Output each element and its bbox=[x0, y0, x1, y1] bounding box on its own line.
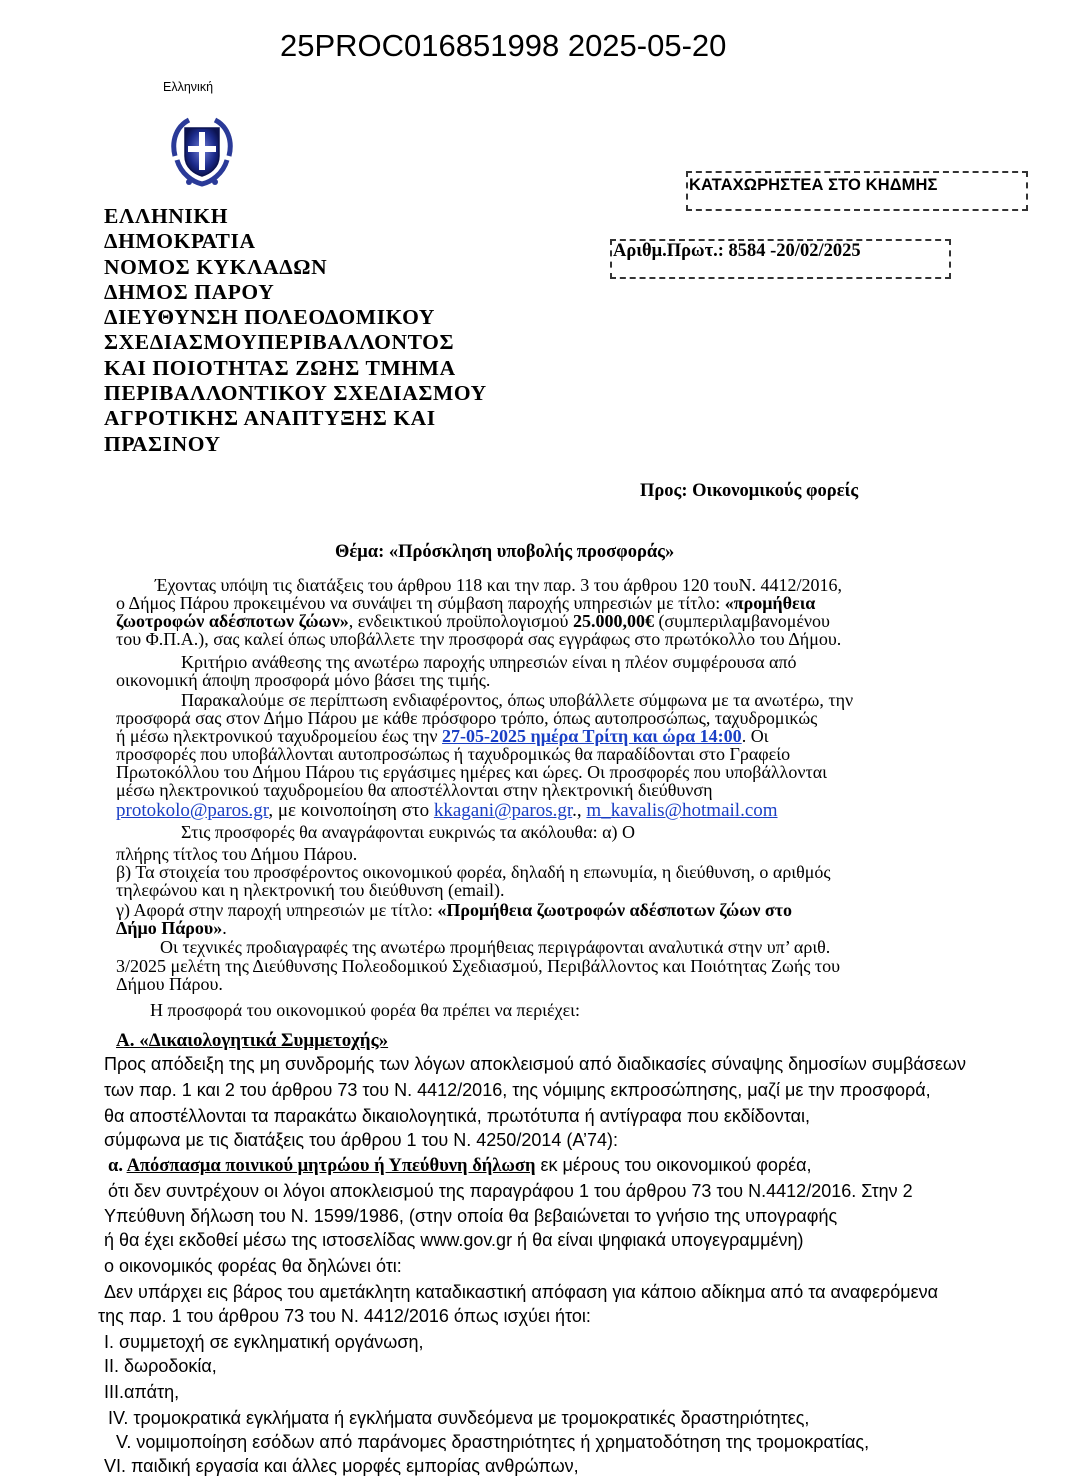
body-text: (συμπεριλαμβανομένου bbox=[653, 611, 830, 631]
budget-amount: 25.000,00€ bbox=[572, 611, 654, 631]
issuing-authority bbox=[104, 204, 487, 457]
service-title: «Προμήθεια ζωοτροφών αδέσποτων ζώων στο bbox=[437, 900, 792, 920]
service-title: ζωοτροφών αδέσποτων ζώων» bbox=[116, 611, 349, 631]
authority-line: ΑΓΡΟΤΙΚΗΣ ΑΝΑΠΤΥΞΗΣ ΚΑΙ bbox=[104, 406, 436, 431]
authority-line: ΠΡΑΣΙΝΟΥ bbox=[104, 431, 221, 456]
section-a-heading: Α. «Δικαιολογητικά Συμμετοχής» bbox=[116, 1030, 389, 1051]
body-line: τηλεφώνου και η ηλεκτρονική του διεύθυνση (email). bbox=[116, 880, 505, 900]
deadline-date: 27-05-2025 ημέρα Τρίτη και ώρα 14:00 bbox=[442, 726, 742, 746]
body-line bbox=[116, 800, 778, 822]
authority-line: ΔΗΜΟΚΡΑΤΙΑ bbox=[104, 229, 256, 254]
body-line: Υπεύθυνη δήλωση του Ν. 1599/1986, (στην οποία θα βεβαιώνεται το γνήσιο της υπογραφής bbox=[104, 1206, 838, 1226]
body-line: ο οικονομικός φορέας θα δηλώνει ότι: bbox=[104, 1256, 402, 1276]
body-line: Στις προσφορές θα αναγράφονται ευκρινώς τα ακόλουθα: α) Ο bbox=[181, 822, 636, 842]
body-line: Οι τεχνικές προδιαγραφές της ανωτέρω προμήθειας περιγράφονται αναλυτικά στην υπ’ αριθ. bbox=[160, 937, 831, 957]
body-line: Προς απόδειξη της μη συνδρομής των λόγων αποκλεισμού από διαδικασίες σύναψης δημοσίων συμβάσεων bbox=[104, 1054, 966, 1074]
body-line: της παρ. 1 του άρθρου 73 του Ν. 4412/2016 όπως ισχύει ήτοι: bbox=[98, 1306, 591, 1326]
recipient-line: Προς: Οικονομικούς φορείς bbox=[640, 481, 859, 501]
body-text: . Οι bbox=[741, 726, 769, 746]
register-box-text: ΚΑΤΑΧΩΡΗΣΤΕΑ ΣΤΟ ΚΗΔΜΗΣ bbox=[689, 176, 938, 194]
body-line: Δεν υπάρχει εις βάρος του αμετάκλητη καταδικαστική απόφαση για κάποιο αδίκημα από τα αναφερόμενα bbox=[104, 1282, 939, 1302]
list-item: VΙ. παιδική εργασία και άλλες μορφές εμπορίας ανθρώπων, bbox=[104, 1456, 579, 1476]
body-text: . bbox=[222, 918, 227, 938]
list-item: ΙV. τρομοκρατικά εγκλήματα ή εγκλήματα συνδεόμενα με τρομοκρατικές δραστηριότητες, bbox=[108, 1408, 810, 1428]
body-text: , με κοινοποίηση στο bbox=[268, 800, 434, 821]
body-line bbox=[108, 1155, 812, 1177]
body-line: ή θα έχει εκδοθεί μέσω της ιστοσελίδας www.gov.gr ή θα είναι ψηφιακά υπογεγραμμένη) bbox=[104, 1230, 804, 1250]
authority-line: ΠΕΡΙΒΑΛΛΟΝΤΙΚΟΥ ΣΧΕΔΙΑΣΜΟΥ bbox=[104, 381, 487, 406]
document-id: 25PROC016851998 2025-05-20 bbox=[280, 28, 727, 63]
list-item: ΙΙ. δωροδοκία, bbox=[104, 1356, 217, 1376]
body-line bbox=[116, 918, 227, 939]
authority-line: ΚΑΙ ΠΟΙΟΤΗΤΑΣ ΖΩΗΣ ΤΜΗΜΑ bbox=[104, 355, 456, 380]
authority-line: ΔΙΕΥΘΥΝΣΗ ΠΟΛΕΟΔΟΜΙΚΟΥ bbox=[104, 305, 435, 330]
service-title: Δήμο Πάρου» bbox=[116, 918, 223, 938]
list-item: ΙΙΙ.απάτη, bbox=[104, 1382, 180, 1402]
list-item: Ι. συμμετοχή σε εγκληματική οργάνωση, bbox=[104, 1332, 424, 1352]
body-line: β) Τα στοιχεία του προσφέροντος οικονομικού φορέα, δηλαδή η επωνυμία, η διεύθυνση, ο αριθμός bbox=[116, 862, 831, 882]
kavalis-email-link[interactable]: m_kavalis@hotmail.com bbox=[586, 800, 778, 821]
body-line: πλήρης τίτλος του Δήμου Πάρου. bbox=[116, 844, 358, 864]
body-line: οικονομική άποψη προσφορά μόνο βάσει της τιμής. bbox=[116, 670, 491, 690]
body-line: του Φ.Π.Α.), σας καλεί όπως υποβάλλετε την προσφορά σας εγγράφως στο πρωτόκολλο του Δήμου. bbox=[116, 629, 842, 649]
body-line: μέσω ηλεκτρονικού ταχυδρομείου θα αποστέλλονται στην ηλεκτρονική διεύθυνση bbox=[116, 780, 713, 800]
authority-line: ΣΧΕΔΙΑΣΜΟΥΠΕΡΙΒΑΛΛΟΝΤΟΣ bbox=[104, 330, 455, 355]
list-item: V. νομιμοποίηση εσόδων από παράνομες δραστηριότητες ή χρηματοδότηση της τρομοκρατίας, bbox=[116, 1432, 870, 1452]
body-line: ότι δεν συντρέχουν οι λόγοι αποκλεισμού της παραγράφου 1 του άρθρου 73 του Ν.4412/2016. Στην 2 bbox=[108, 1181, 913, 1201]
kkagani-email-link[interactable]: kkagani@paros.gr bbox=[433, 800, 573, 821]
protocol-number-box bbox=[610, 239, 951, 279]
body-line: Δήμου Πάρου. bbox=[116, 974, 223, 994]
body-text: ο Δήμος Πάρου προκειμένου να συνάψει τη σύμβαση παροχής υπηρεσιών με τίτλο: bbox=[116, 593, 725, 613]
body-text: , ενδεικτικού προϋπολογισμού bbox=[348, 611, 573, 631]
authority-line: ΔΗΜΟΣ ΠΑΡΟΥ bbox=[104, 279, 275, 304]
item-label: α. bbox=[108, 1156, 127, 1176]
protocol-email-link[interactable]: protokolo@paros.gr bbox=[116, 800, 269, 821]
body-line: των παρ. 1 και 2 του άρθρου 73 του Ν. 4412/2016, της νόμιμης εκπροσώπησης, μαζί με την προσφορά, bbox=[104, 1080, 931, 1100]
subject-line: Θέμα: «Πρόσκληση υποβολής προσφοράς» bbox=[335, 542, 675, 562]
body-line: Κριτήριο ανάθεσης της ανωτέρω παροχής υπηρεσιών είναι η πλέον συμφέρουσα από bbox=[181, 652, 797, 672]
register-box bbox=[686, 171, 1028, 211]
authority-line: ΝΟΜΟΣ ΚΥΚΛΑΔΩΝ bbox=[104, 254, 328, 279]
body-line: Παρακαλούμε σε περίπτωση ενδιαφέροντος, όπως υποβάλλετε σύμφωνα με τα ανωτέρω, την bbox=[181, 690, 854, 710]
body-line: Έχοντας υπόψη τις διατάξεις του άρθρου 118 και την παρ. 3 του άρθρου 120 τουΝ. 4412/2016, bbox=[155, 575, 842, 595]
body-text: γ) Αφορά στην παροχή υπηρεσιών με τίτλο: bbox=[116, 900, 438, 920]
criminal-record-title: Απόσπασμα ποινικού μητρώου ή Υπεύθυνη δήλωση bbox=[126, 1156, 536, 1176]
body-line: Πρωτοκόλλου του Δήμου Πάρου τις εργάσιμες ημέρες και ώρες. Οι προσφορές που υποβάλλονται bbox=[116, 762, 827, 782]
body-line: σύμφωνα με τις διατάξεις του άρθρου 1 του Ν. 4250/2014 (Α’74): bbox=[104, 1130, 619, 1150]
protocol-number-text: Αριθμ.Πρωτ.: 8584 -20/02/2025 bbox=[613, 241, 861, 261]
body-line: 3/2025 μελέτη της Διεύθυνσης Πολεοδομικού Σχεδιασμού, Περιβάλλοντος και Ποιότητας Ζωής του bbox=[116, 956, 841, 976]
body-text: ή μέσω ηλεκτρονικού ταχυδρομείου έως την bbox=[116, 726, 443, 746]
body-line: προσφορές που υποβάλλονται αυτοπροσώπως ή ταχυδρομικώς θα παραδίδονται στο Γραφείο bbox=[116, 744, 791, 764]
authority-line: ΕΛΛΗΝΙΚΗ bbox=[104, 204, 229, 228]
body-line: προσφορά σας στον Δήμο Πάρου με κάθε πρόσφορο τρόπο, όπως αυτοπροσώπως, ταχυδρομικώς bbox=[116, 708, 818, 728]
language-label: Ελληνική bbox=[163, 80, 214, 94]
body-text: ., bbox=[572, 800, 587, 821]
body-text: εκ μέρους του οικονομικού φορέα, bbox=[535, 1155, 812, 1175]
body-line: Η προσφορά του οικονομικού φορέα θα πρέπει να περιέχει: bbox=[150, 1000, 580, 1020]
greek-coat-of-arms-icon bbox=[163, 112, 241, 190]
service-title: «προμήθεια bbox=[724, 593, 816, 613]
body-line: θα αποστέλλονται τα παρακάτω δικαιολογητικά, πρωτότυπα ή αντίγραφα που εκδίδονται, bbox=[104, 1106, 810, 1126]
